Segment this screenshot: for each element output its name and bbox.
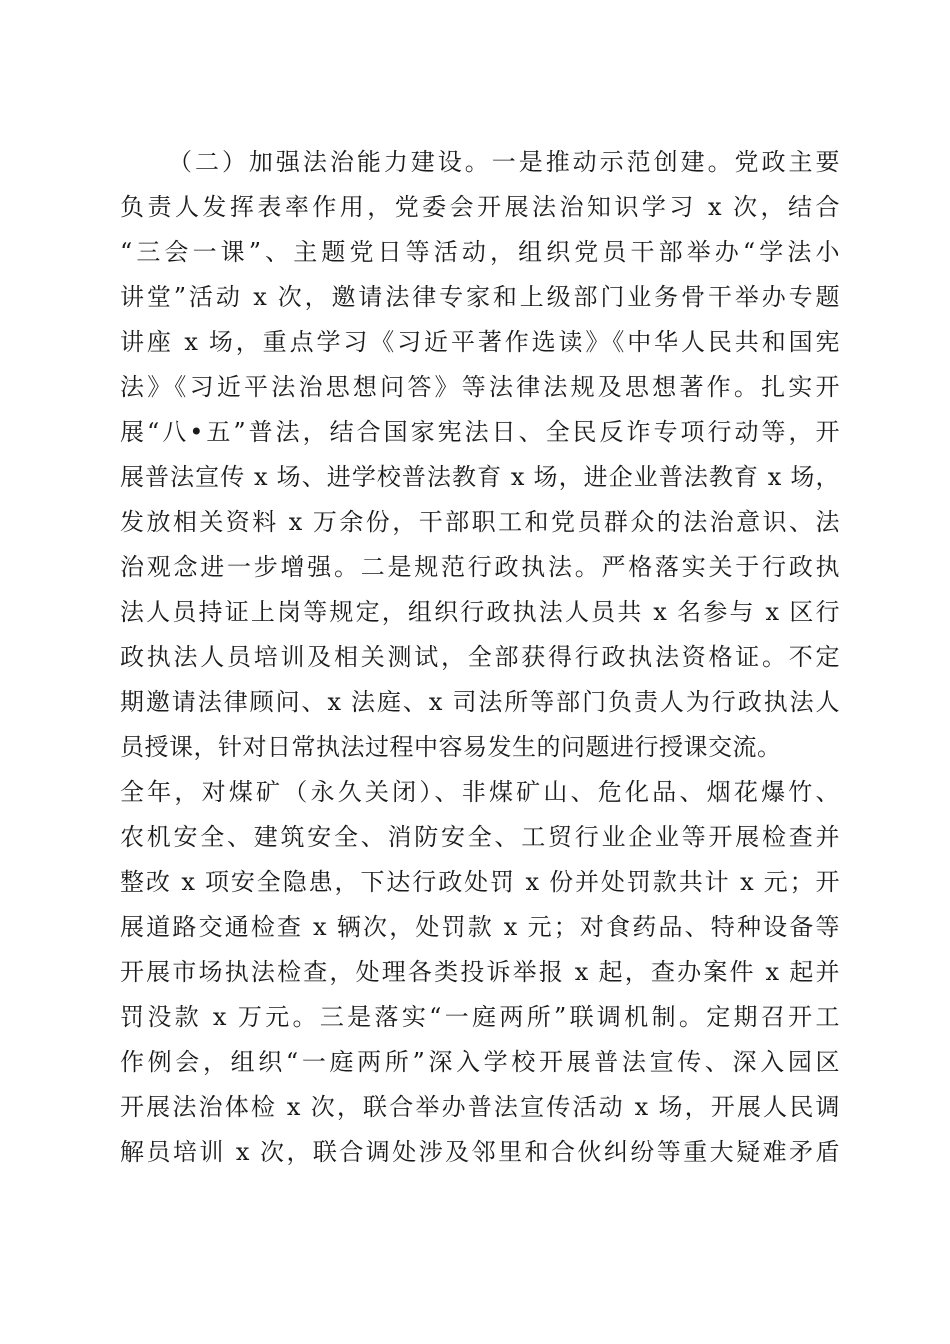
paragraph-line: 治观念进一步增强。二是规范行政执法。严格落实关于行政执 (120, 553, 840, 581)
paragraph-line: 展普法宣传 x 场、进学校普法教育 x 场，进企业普法教育 x 场， (120, 463, 840, 491)
paragraph-line: 法人员持证上岗等规定，组织行政执法人员共 x 名参与 x 区行 (120, 598, 840, 626)
paragraph-line: 发放相关资料 x 万余份，干部职工和党员群众的法治意识、法 (120, 508, 840, 536)
paragraph-line: 负责人发挥表率作用，党委会开展法治知识学习 x 次，结合 (120, 193, 840, 221)
paragraph-line: （二）加强法治能力建设。一是推动示范创建。党政主要 (168, 148, 840, 176)
paragraph-line: 全年，对煤矿（永久关闭）、非煤矿山、危化品、烟花爆竹、 (120, 778, 840, 806)
paragraph-line: 法》《习近平法治思想问答》等法律法规及思想著作。扎实开 (120, 373, 840, 401)
paragraph-line: 政执法人员培训及相关测试，全部获得行政执法资格证。不定 (120, 643, 840, 671)
paragraph-line: 解员培训 x 次，联合调处涉及邻里和合伙纠纷等重大疑难矛盾 (120, 1138, 840, 1166)
paragraph-line: 整改 x 项安全隐患，下达行政处罚 x 份并处罚款共计 x 元；开 (120, 868, 840, 896)
paragraph-line: 展道路交通检查 x 辆次，处罚款 x 元；对食药品、特种设备等 (120, 913, 840, 941)
paragraph-line: 展“八•五”普法，结合国家宪法日、全民反诈专项行动等，开 (120, 418, 840, 446)
paragraph-line: “三会一课”、主题党日等活动，组织党员干部举办“学法小 (120, 238, 840, 266)
paragraph-line: 农机安全、建筑安全、消防安全、工贸行业企业等开展检查并 (120, 823, 840, 851)
paragraph-line: 开展法治体检 x 次，联合举办普法宣传活动 x 场，开展人民调 (120, 1093, 840, 1121)
paragraph-line: 期邀请法律顾问、x 法庭、x 司法所等部门负责人为行政执法人 (120, 688, 840, 716)
body-paragraph (120, 140, 840, 1175)
paragraph-line: 员授课，针对日常执法过程中容易发生的问题进行授课交流。 (120, 733, 782, 761)
paragraph-line: 作例会，组织“一庭两所”深入学校开展普法宣传、深入园区 (120, 1048, 840, 1076)
paragraph-line: 罚没款 x 万元。三是落实“一庭两所”联调机制。定期召开工 (120, 1003, 840, 1031)
paragraph-line: 讲座 x 场，重点学习《习近平著作选读》《中华人民共和国宪 (120, 328, 840, 356)
paragraph-line: 讲堂”活动 x 次，邀请法律专家和上级部门业务骨干举办专题 (120, 283, 840, 311)
paragraph-line: 开展市场执法检查，处理各类投诉举报 x 起，查办案件 x 起并 (120, 958, 840, 986)
